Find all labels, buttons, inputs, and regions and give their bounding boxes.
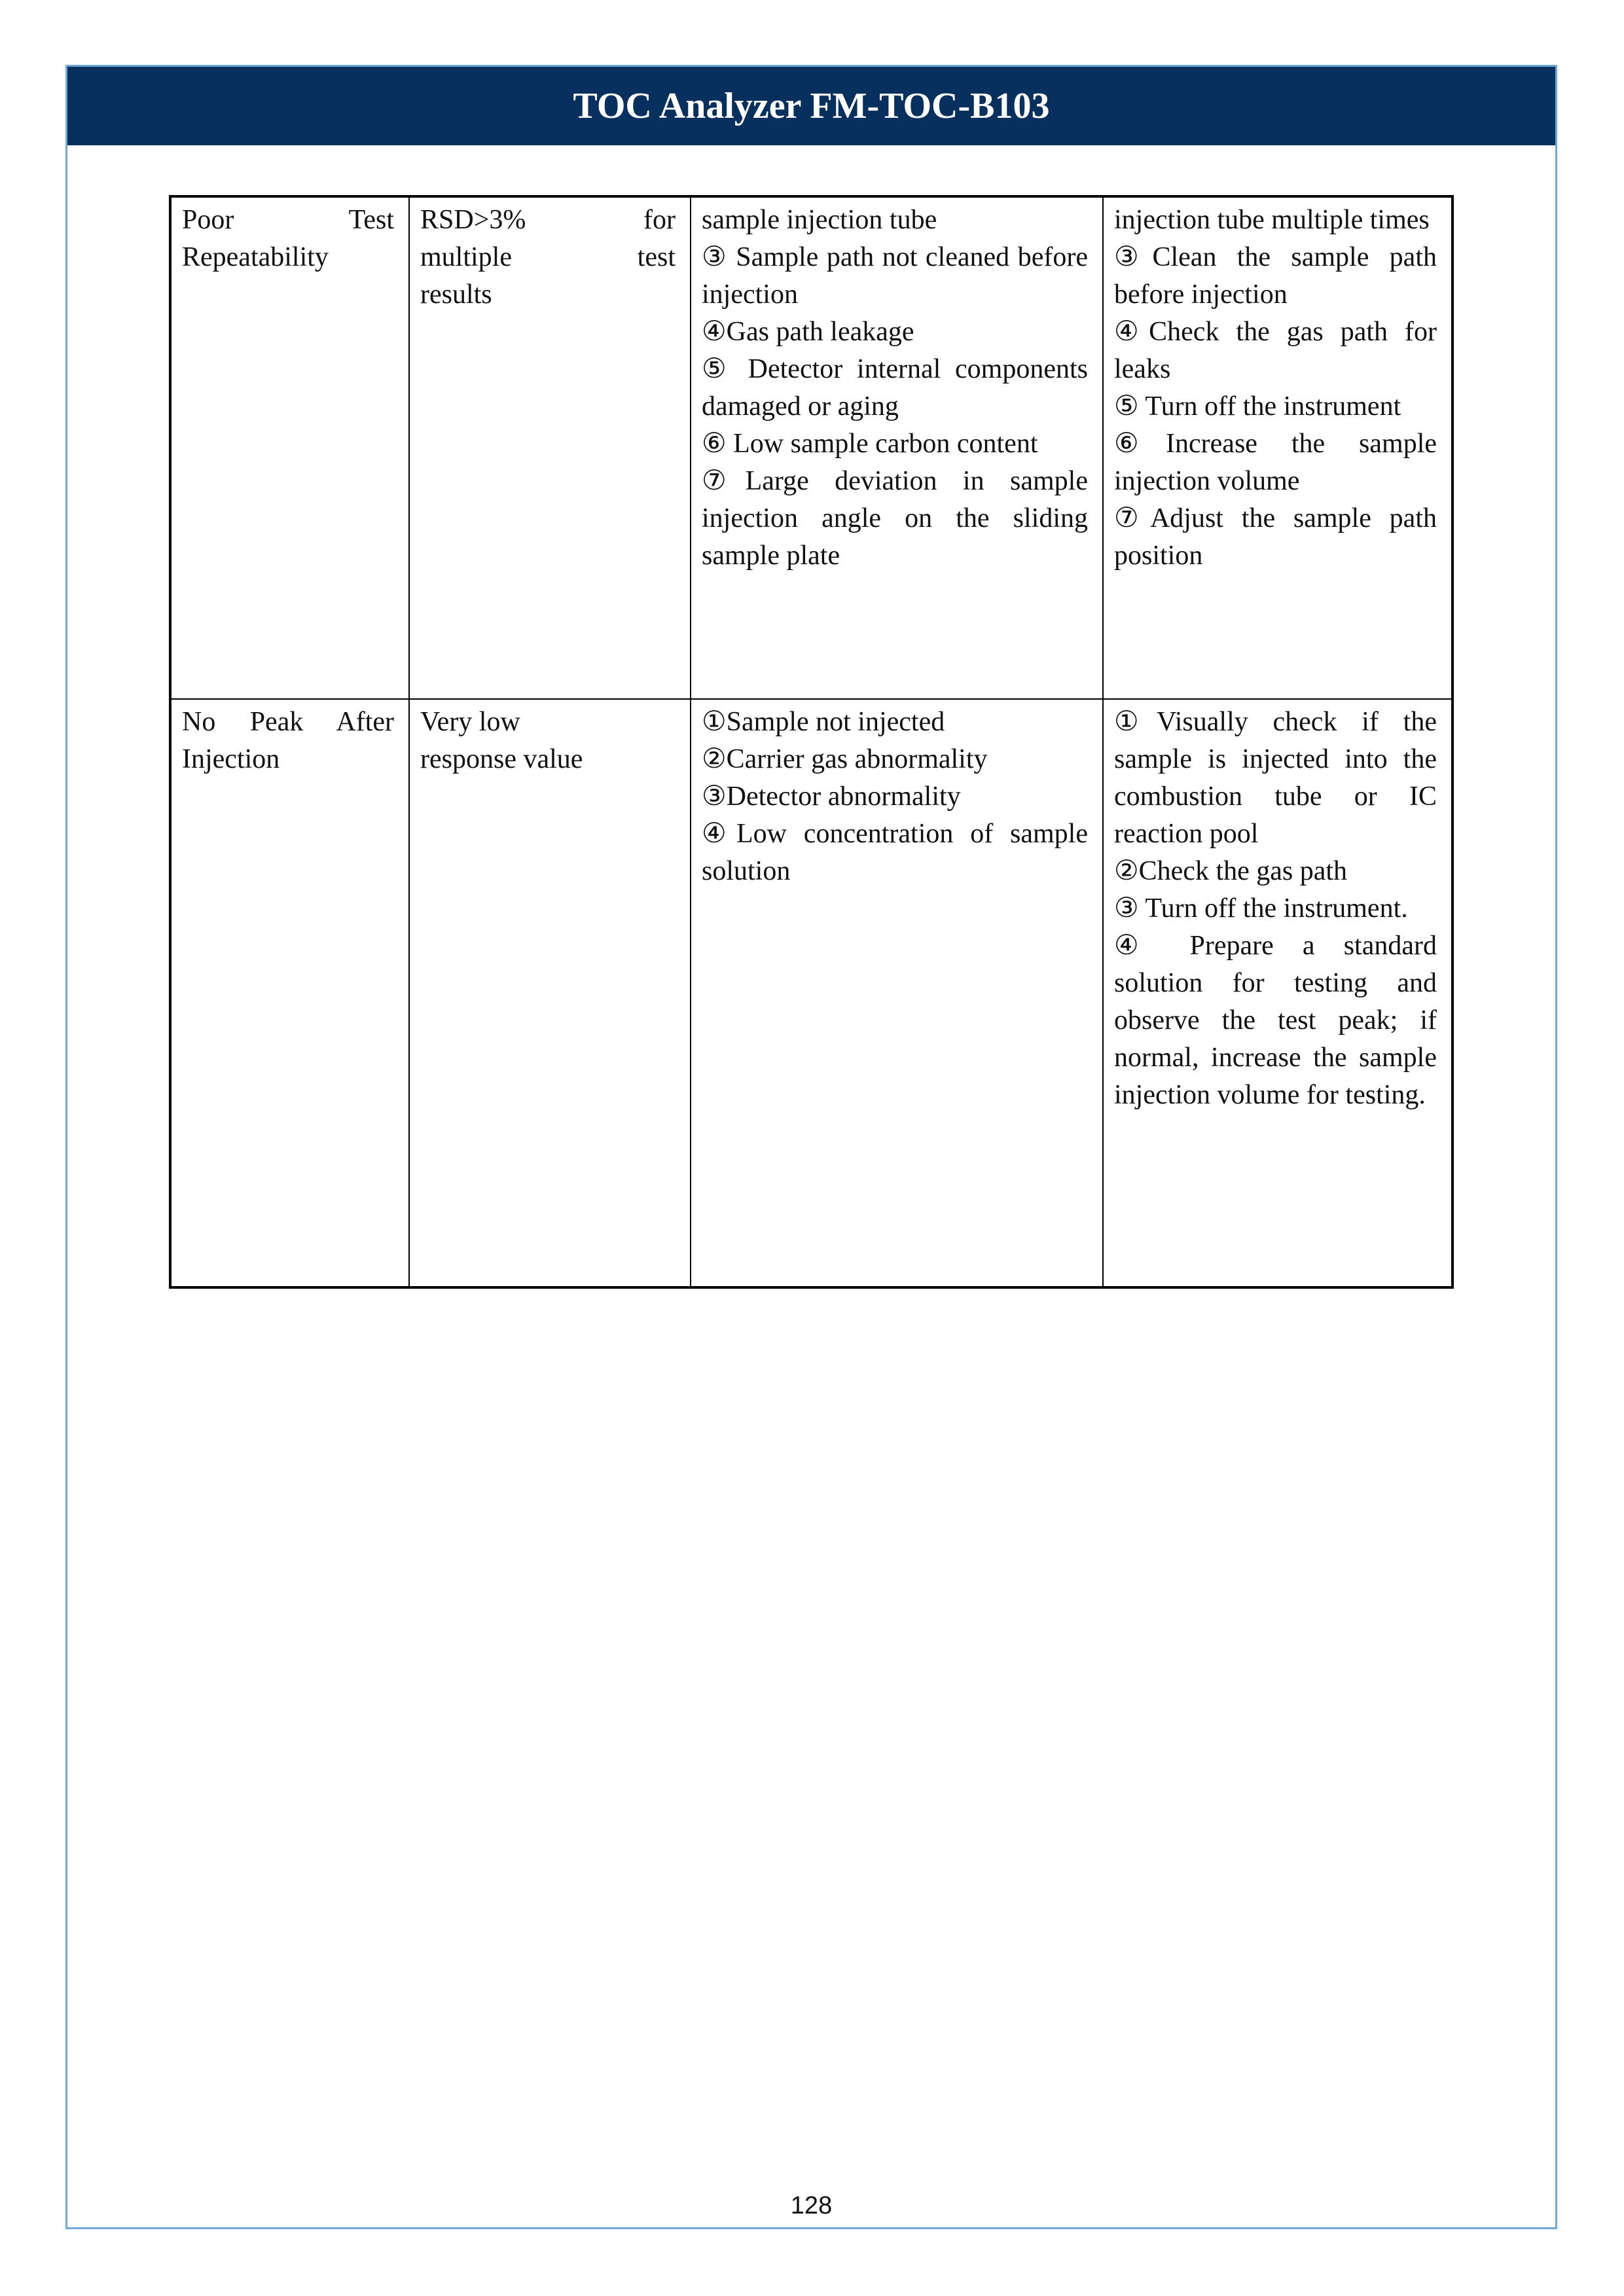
cell-paragraph: multiple test <box>420 242 676 272</box>
table-row <box>170 699 1453 1287</box>
cell-paragraph: ⑥ Low sample carbon content <box>702 429 1038 459</box>
cell-paragraph: ④ Prepare a standard solution for testing and observe the test peak; if normal, increase the sample injection volume for testing. <box>1114 931 1437 1110</box>
cell-paragraph: RSD>3% for <box>420 205 676 235</box>
cell-causes <box>691 196 1103 699</box>
cell-paragraph: ⑤ Turn off the instrument <box>1114 391 1401 422</box>
cell-paragraph: response value <box>420 744 583 774</box>
cell-paragraph: ③Detector abnormality <box>702 781 961 812</box>
cell-paragraph: ⑤ Detector internal components damaged or aging <box>702 354 1088 422</box>
cell-paragraph: Poor Test Repeatability <box>182 205 394 272</box>
page-frame <box>65 65 1557 2229</box>
table-row <box>170 196 1453 699</box>
cell-solutions <box>1103 196 1453 699</box>
cell-paragraph: ①Visually check if the sample is injected into the combustion tube or IC reaction pool <box>1114 707 1437 849</box>
cell-paragraph: No Peak After Injection <box>182 707 394 774</box>
cell-paragraph: Very low <box>420 707 520 737</box>
cell-solutions <box>1103 699 1453 1287</box>
cell-paragraph: ②Check the gas path <box>1114 856 1348 886</box>
cell-paragraph: ③Clean the sample path before injection <box>1114 242 1437 310</box>
cell-paragraph: ⑦Adjust the sample path position <box>1114 503 1437 571</box>
cell-paragraph: ⑥Increase the sample injection volume <box>1114 429 1437 496</box>
cell-problem <box>170 699 409 1287</box>
cell-symptom <box>409 699 691 1287</box>
troubleshooting-table <box>169 195 1454 1289</box>
cell-paragraph: ③ Sample path not cleaned before injection <box>702 242 1088 310</box>
cell-problem <box>170 196 409 699</box>
cell-paragraph: sample injection tube <box>702 205 937 235</box>
page-number: 128 <box>790 2192 833 2219</box>
cell-paragraph: injection tube multiple times <box>1114 205 1430 235</box>
cell-paragraph: ①Sample not injected <box>702 707 945 737</box>
cell-paragraph: ⑦Large deviation in sample injection angle on the sliding sample plate <box>702 466 1088 571</box>
cell-paragraph: ④Check the gas path for leaks <box>1114 317 1437 384</box>
header-title: TOC Analyzer FM-TOC-B103 <box>573 86 1050 126</box>
cell-paragraph: results <box>420 279 492 310</box>
header-bar <box>67 67 1555 145</box>
cell-paragraph: ④Gas path leakage <box>702 317 914 347</box>
cell-causes <box>691 699 1103 1287</box>
cell-symptom <box>409 196 691 699</box>
cell-paragraph: ③ Turn off the instrument. <box>1114 893 1408 924</box>
cell-paragraph: ②Carrier gas abnormality <box>702 744 988 774</box>
cell-paragraph: ④Low concentration of sample solution <box>702 819 1088 886</box>
